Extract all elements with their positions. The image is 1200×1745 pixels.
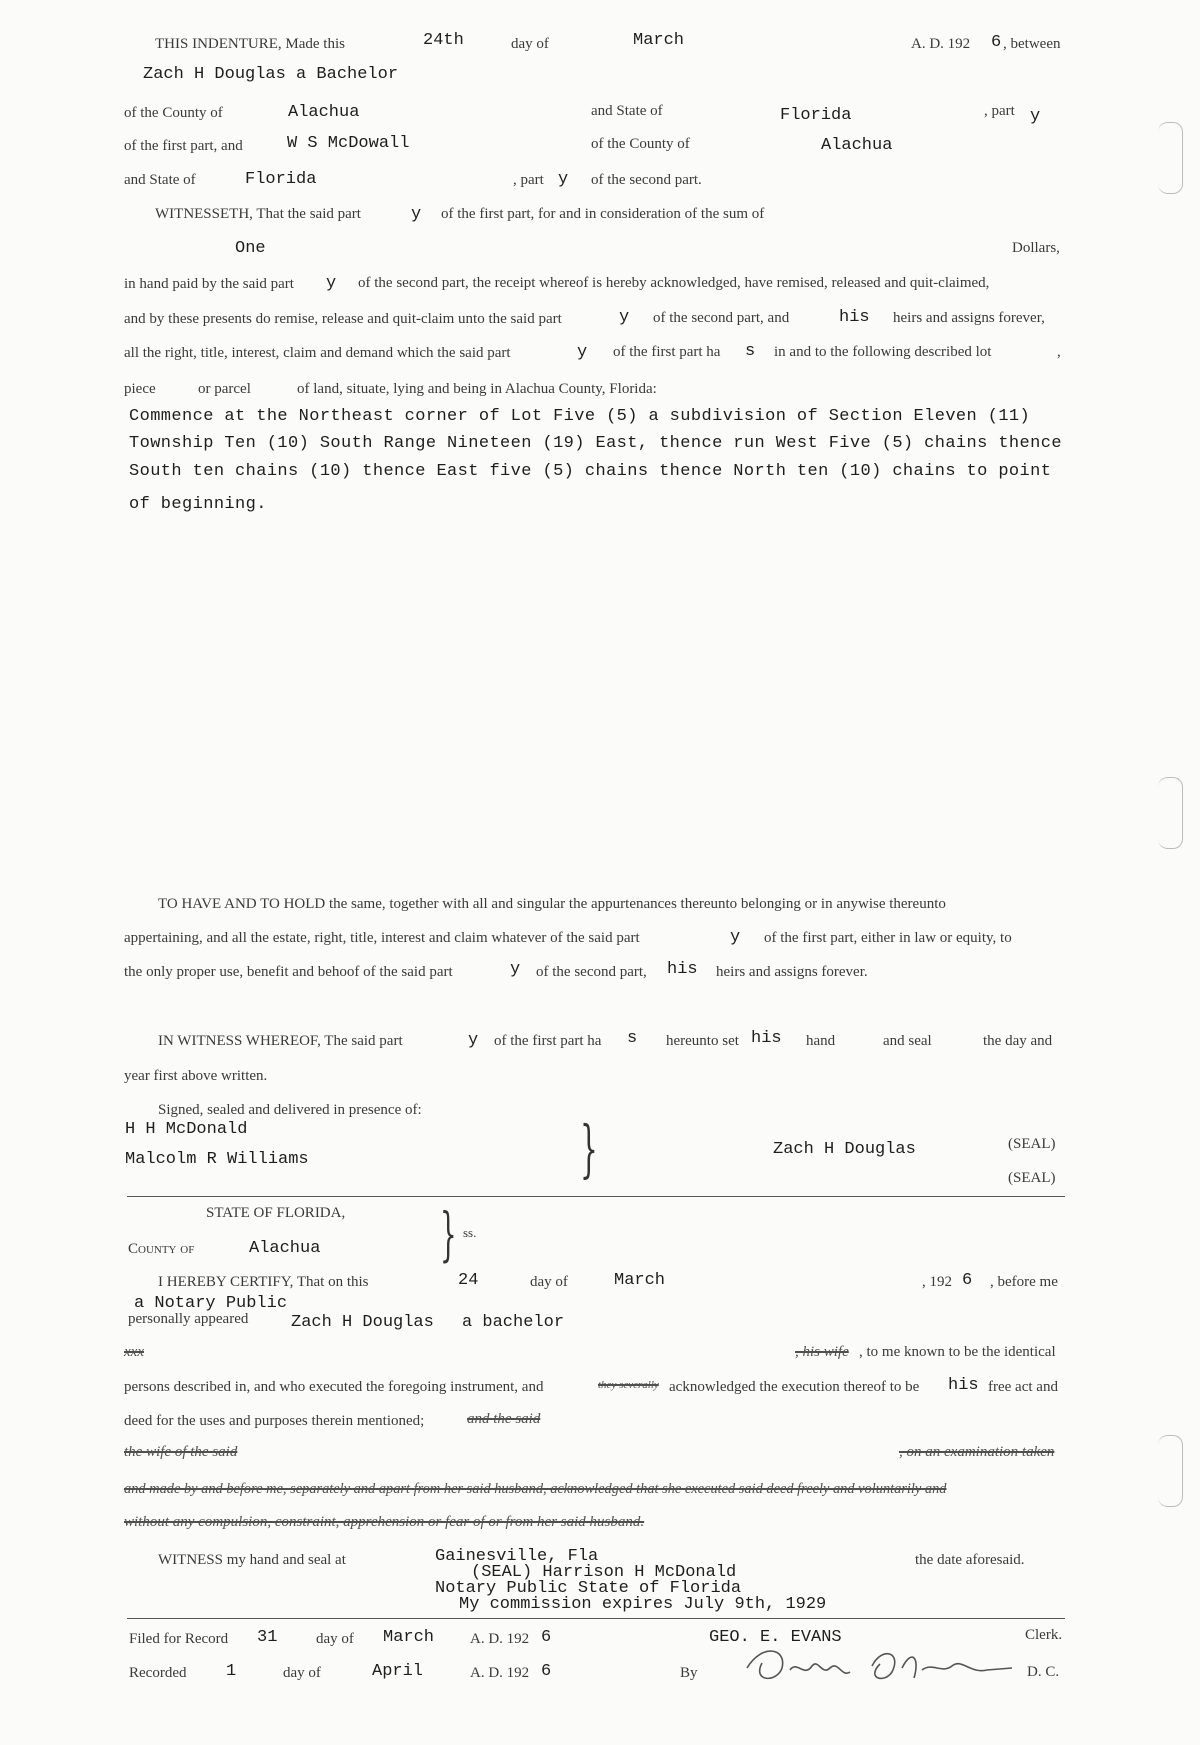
filed-month: March: [383, 1628, 435, 1647]
ss-brace: }: [440, 1200, 457, 1268]
struck-compulsion-line: without any compulsion, constraint, apprehension or fear of or from her said husband.: [124, 1514, 645, 1530]
ack-county-label: County of: [128, 1241, 195, 1257]
witnesseth-l3y: y: [326, 274, 337, 293]
grantor-state-label: and State of: [591, 103, 663, 119]
testimonium-l1b: of the first part ha: [494, 1033, 602, 1049]
witnesseth-l4c: heirs and assigns forever,: [893, 310, 1045, 326]
filed-day-of: day of: [316, 1631, 354, 1647]
indenture-ad: A. D. 192: [911, 36, 971, 52]
testimonium-l2: year first above written.: [124, 1068, 268, 1084]
grantor-name: Zach H Douglas a Bachelor: [143, 65, 399, 84]
ack-deed-line: deed for the uses and purposes therein mentioned;: [124, 1413, 425, 1429]
first-part-label: of the first part, and: [124, 138, 243, 154]
section-divider: [127, 1196, 1065, 1197]
testimonium-l1a: IN WITNESS WHEREOF, The said part: [158, 1033, 403, 1049]
deputy-clerk-signature: [742, 1638, 1022, 1696]
habendum-l3a: the only proper use, benefit and behoof of the said part: [124, 964, 453, 980]
witnesseth-l6a: piece: [124, 381, 156, 397]
grantee-state: Florida: [245, 170, 317, 189]
grantor-county-label: of the County of: [124, 105, 223, 121]
testimonium-l1c: hereunto set: [666, 1033, 739, 1049]
filed-day: 31: [257, 1628, 278, 1647]
recorded-label: Recorded: [129, 1665, 187, 1681]
legal-description-line: Commence at the Northeast corner of Lot Five (5) a subdivision of Section Eleven (11): [129, 407, 1031, 426]
ack-county: Alachua: [249, 1239, 321, 1258]
notary-commission: My commission expires July 9th, 1929: [459, 1595, 827, 1614]
dollars-label: Dollars,: [1012, 240, 1060, 256]
binder-hole-middle: [1158, 777, 1183, 849]
ack-appeared-status: a bachelor: [462, 1313, 565, 1332]
presence-label: Signed, sealed and delivered in presence of:: [158, 1102, 422, 1118]
indenture-month: March: [633, 31, 685, 50]
grantor-state: Florida: [780, 106, 852, 125]
filed-label: Filed for Record: [129, 1631, 229, 1647]
habendum-l3y: y: [510, 960, 521, 979]
struck-wife-of-said: the wife of the said: [124, 1444, 238, 1460]
ack-year-digit: 6: [962, 1271, 973, 1290]
grantee-county-label: of the County of: [591, 136, 690, 152]
testimonium-l1s: s: [627, 1029, 638, 1048]
second-part-label: of the second part.: [591, 172, 702, 188]
filed-ad: A. D. 192: [470, 1631, 530, 1647]
ack-ss: ss.: [463, 1225, 477, 1240]
recording-divider: [127, 1618, 1065, 1619]
witnesseth-l5b: of the first part ha: [613, 344, 721, 360]
grantor-county: Alachua: [288, 103, 360, 122]
testimonium-l1d: hand: [806, 1033, 836, 1049]
struck-examination: , on an examination taken: [899, 1444, 1055, 1460]
ack-state: STATE OF FLORIDA,: [206, 1205, 346, 1221]
indenture-intro: THIS INDENTURE, Made this: [155, 36, 345, 52]
signature-brace: }: [580, 1112, 598, 1185]
legal-description-line: South ten chains (10) thence East five (5) chains thence North ten (10) chains to point: [129, 462, 1052, 481]
testimonium-l1his: his: [751, 1029, 782, 1048]
deputy-signature-scrawl: [742, 1638, 1022, 1688]
ack-before-me: , before me: [990, 1274, 1058, 1290]
ack-day-of: day of: [530, 1274, 568, 1290]
recorded-ad: A. D. 192: [470, 1665, 530, 1681]
ack-month: March: [614, 1271, 666, 1290]
grantee-part-suffix: y: [558, 170, 569, 189]
ack-year-prefix: , 192: [922, 1274, 952, 1290]
habendum-l2a: appertaining, and all the estate, right, title, interest and claim whatever of the said part: [124, 930, 640, 946]
ack-persons-a: persons described in, and who executed the foregoing instrument, and: [124, 1379, 544, 1395]
testimonium-l1e: and seal: [883, 1033, 932, 1049]
grantee-state-label: and State of: [124, 172, 196, 188]
ack-day: 24: [458, 1271, 479, 1290]
habendum-l2y: y: [730, 928, 741, 947]
indenture-day-of: day of: [511, 36, 549, 52]
filed-year: 6: [541, 1628, 552, 1647]
habendum-l3b: of the second part,: [536, 964, 647, 980]
seal-2: (SEAL): [1008, 1170, 1056, 1186]
struck-xxx: xxx: [124, 1344, 144, 1360]
witness-place: Gainesville, Fla: [435, 1547, 599, 1566]
ack-officer: a Notary Public: [134, 1294, 288, 1313]
ack-known: , to me known to be the identical: [859, 1344, 1056, 1360]
witnesseth-l5c: in and to the following described lot: [774, 344, 992, 360]
testimonium-l1y: y: [468, 1031, 479, 1050]
struck-his-wife: , his wife: [795, 1344, 849, 1360]
witnesseth-l6c: of land, situate, lying and being in Alachua County, Florida:: [297, 381, 657, 397]
date-aforesaid: the date aforesaid.: [915, 1552, 1025, 1568]
grantee-county: Alachua: [821, 136, 893, 155]
recorded-month: April: [372, 1662, 424, 1681]
dc-label: D. C.: [1027, 1664, 1060, 1680]
witness-2: Malcolm R Williams: [125, 1150, 309, 1169]
clerk-label: Clerk.: [1025, 1627, 1063, 1643]
indenture-day: 24th: [423, 31, 464, 50]
by-label: By: [680, 1665, 698, 1681]
grantor-part-suffix: y: [1030, 107, 1041, 126]
witnesseth-l5s: s: [745, 342, 756, 361]
testimonium-l1f: the day and: [983, 1033, 1053, 1049]
habendum-l1: TO HAVE AND TO HOLD the same, together with all and singular the appurtenances thereunto belonging or in anywise thereunto: [158, 896, 946, 912]
ack-persons-b: acknowledged the execution thereof to be: [669, 1379, 920, 1395]
witnesseth-l3b: of the second part, the receipt whereof is hereby acknowledged, have remised, released and quit-claimed,: [358, 275, 990, 291]
grantee-name: W S McDowall: [287, 134, 410, 153]
habendum-l2b: of the first part, either in law or equity, to: [764, 930, 1012, 946]
witnesseth-l4his: his: [839, 308, 870, 327]
notary-seal-name: (SEAL) Harrison H McDonald: [471, 1563, 737, 1582]
struck-separate-exam-line: and made by and before me, separately and apart from her said husband, acknowledged that she executed said deed freely and voluntarily and: [124, 1481, 947, 1497]
struck-they-severally: they severally: [598, 1379, 659, 1391]
ack-certify: I HEREBY CERTIFY, That on this: [158, 1274, 369, 1290]
witness-label: WITNESS my hand and seal at: [158, 1552, 346, 1568]
ack-appeared-name: Zach H Douglas: [291, 1313, 434, 1332]
witnesseth-l4y: y: [619, 308, 630, 327]
witnesseth-l6b: or parcel: [198, 381, 251, 397]
legal-description-line: of beginning.: [129, 495, 267, 514]
indenture-year-digit: 6: [991, 33, 1002, 52]
witnesseth-l4b: of the second part, and: [653, 310, 790, 326]
witnesseth-l1y: y: [411, 205, 422, 224]
witnesseth-l4a: and by these presents do remise, release and quit-claim unto the said part: [124, 311, 562, 327]
ack-persons-c: free act and: [988, 1379, 1058, 1395]
habendum-l3c: heirs and assigns forever.: [716, 964, 868, 980]
recorded-year: 6: [541, 1662, 552, 1681]
consideration-sum: One: [235, 239, 266, 258]
recorded-day: 1: [226, 1662, 237, 1681]
witness-1: H H McDonald: [125, 1120, 248, 1139]
clerk-name: GEO. E. EVANS: [709, 1628, 842, 1647]
witnesseth-l5a: all the right, title, interest, claim and demand which the said part: [124, 345, 511, 361]
witnesseth-l1a: WITNESSETH, That the said part: [155, 206, 361, 222]
witnesseth-l1b: of the first part, for and in consideration of the sum of: [441, 206, 765, 222]
witnesseth-l3a: in hand paid by the said part: [124, 276, 294, 292]
struck-and-the-said: and the said: [467, 1411, 541, 1427]
witnesseth-l5comma: ,: [1057, 344, 1061, 360]
ack-appeared: personally appeared: [128, 1311, 249, 1327]
witnesseth-l5y: y: [577, 343, 588, 362]
signer-name: Zach H Douglas: [773, 1140, 916, 1159]
grantor-part-label: , part: [984, 103, 1015, 119]
grantee-part-label: , part: [513, 172, 544, 188]
indenture-between: , between: [1003, 36, 1061, 52]
ack-persons-his: his: [948, 1376, 979, 1395]
recorded-day-of: day of: [283, 1665, 321, 1681]
seal-1: (SEAL): [1008, 1136, 1056, 1152]
binder-hole-top: [1158, 122, 1183, 194]
legal-description-line: Township Ten (10) South Range Nineteen (19) East, thence run West Five (5) chains thence: [129, 434, 1062, 453]
notary-title: Notary Public State of Florida: [435, 1579, 742, 1598]
habendum-l3his: his: [667, 960, 698, 979]
binder-hole-bottom: [1158, 1435, 1183, 1507]
